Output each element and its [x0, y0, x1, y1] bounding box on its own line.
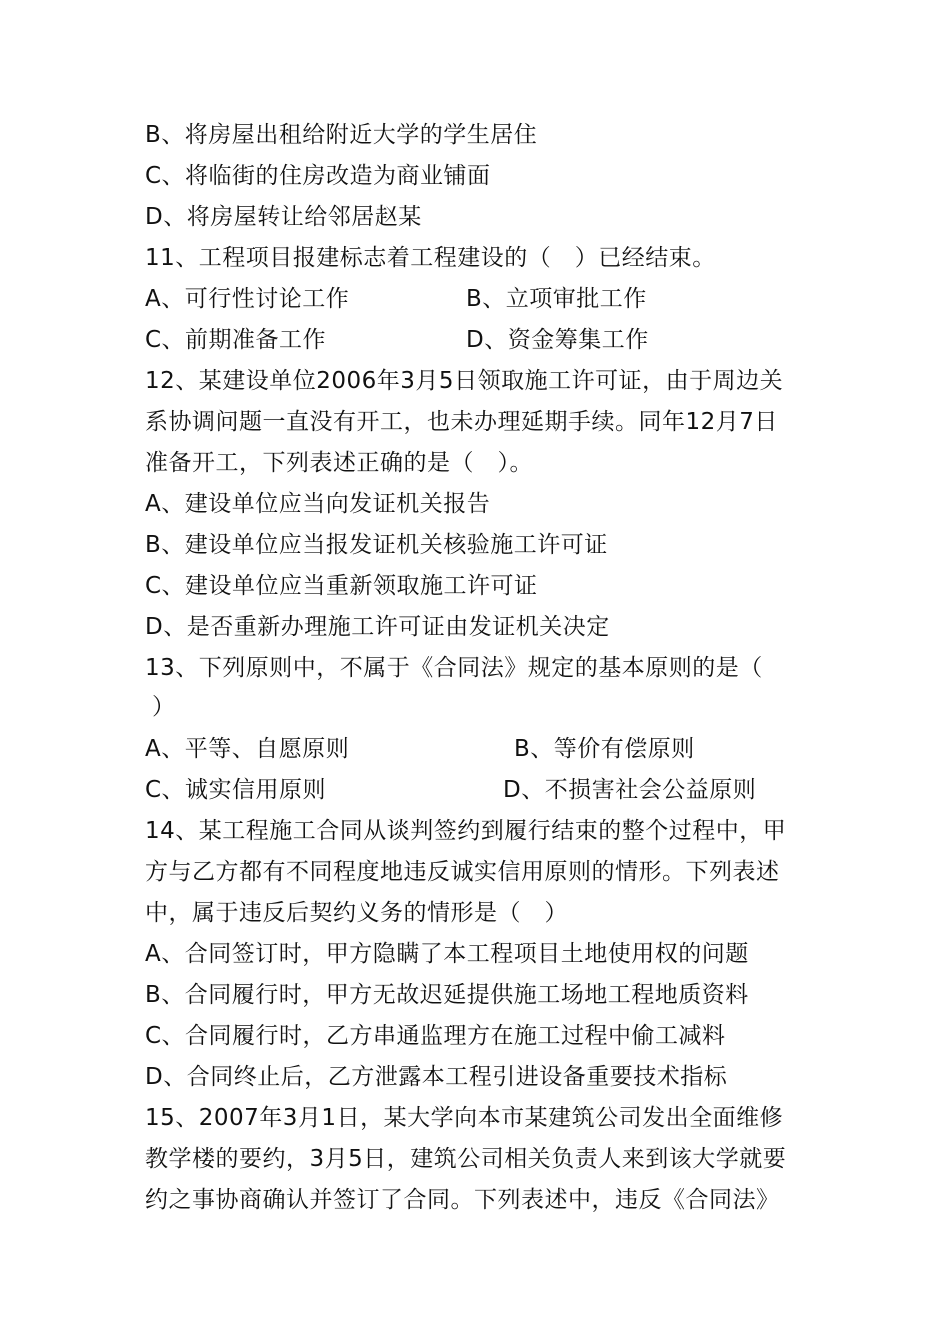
text-line: 约之事协商确认并签订了合同。下列表述中，违反《合同法》: [145, 1187, 780, 1213]
text-line: 准备开工，下列表述正确的是（ ）。: [145, 450, 533, 476]
option-d: D、合同终止后，乙方泄露本工程引进设备重要技术指标: [145, 1064, 728, 1090]
text-line: 系协调问题一直没有开工，也未办理延期手续。同年12月7日: [145, 409, 778, 435]
text-line: 教学楼的要约，3月5日，建筑公司相关负责人来到该大学就要: [145, 1146, 787, 1172]
question-11: 11、工程项目报建标志着工程建设的（ ）已经结束。: [145, 245, 716, 271]
option-d: D、不损害社会公益原则: [503, 777, 757, 803]
option-b: B、等价有偿原则: [514, 736, 695, 762]
option-c: C、前期准备工作: [145, 327, 327, 353]
option-d: D、是否重新办理施工许可证由发证机关决定: [145, 614, 610, 640]
text-line: C、将临街的住房改造为商业铺面: [145, 163, 491, 189]
option-d: D、资金筹集工作: [466, 327, 649, 353]
option-b: B、立项审批工作: [466, 286, 647, 312]
text-line: 方与乙方都有不同程度地违反诚实信用原则的情形。下列表述: [145, 859, 780, 885]
question-12: 12、某建设单位2006年3月5日领取施工许可证，由于周边关: [145, 368, 784, 394]
option-b: B、建设单位应当报发证机关核验施工许可证: [145, 532, 608, 558]
option-a: A、平等、自愿原则: [145, 736, 350, 762]
question-13: 13、下列原则中，不属于《合同法》规定的基本原则的是（: [145, 655, 763, 681]
text-line: D、将房屋转让给邻居赵某: [145, 204, 422, 230]
option-a: A、建设单位应当向发证机关报告: [145, 491, 491, 517]
option-c: C、合同履行时，乙方串通监理方在施工过程中偷工减料: [145, 1023, 726, 1049]
text-line: 中，属于违反后契约义务的情形是（ ）: [145, 900, 568, 926]
text-line: ）: [152, 694, 176, 720]
option-b: B、合同履行时，甲方无故迟延提供施工场地工程地质资料: [145, 982, 749, 1008]
question-15: 15、2007年3月1日，某大学向本市某建筑公司发出全面维修: [145, 1105, 784, 1131]
option-c: C、建设单位应当重新领取施工许可证: [145, 573, 538, 599]
option-c: C、诚实信用原则: [145, 777, 327, 803]
option-a: A、合同签订时，甲方隐瞒了本工程项目土地使用权的问题: [145, 941, 749, 967]
question-14: 14、某工程施工合同从谈判签约到履行结束的整个过程中，甲: [145, 818, 787, 844]
option-a: A、可行性讨论工作: [145, 286, 350, 312]
text-line: B、将房屋出租给附近大学的学生居住: [145, 122, 538, 148]
